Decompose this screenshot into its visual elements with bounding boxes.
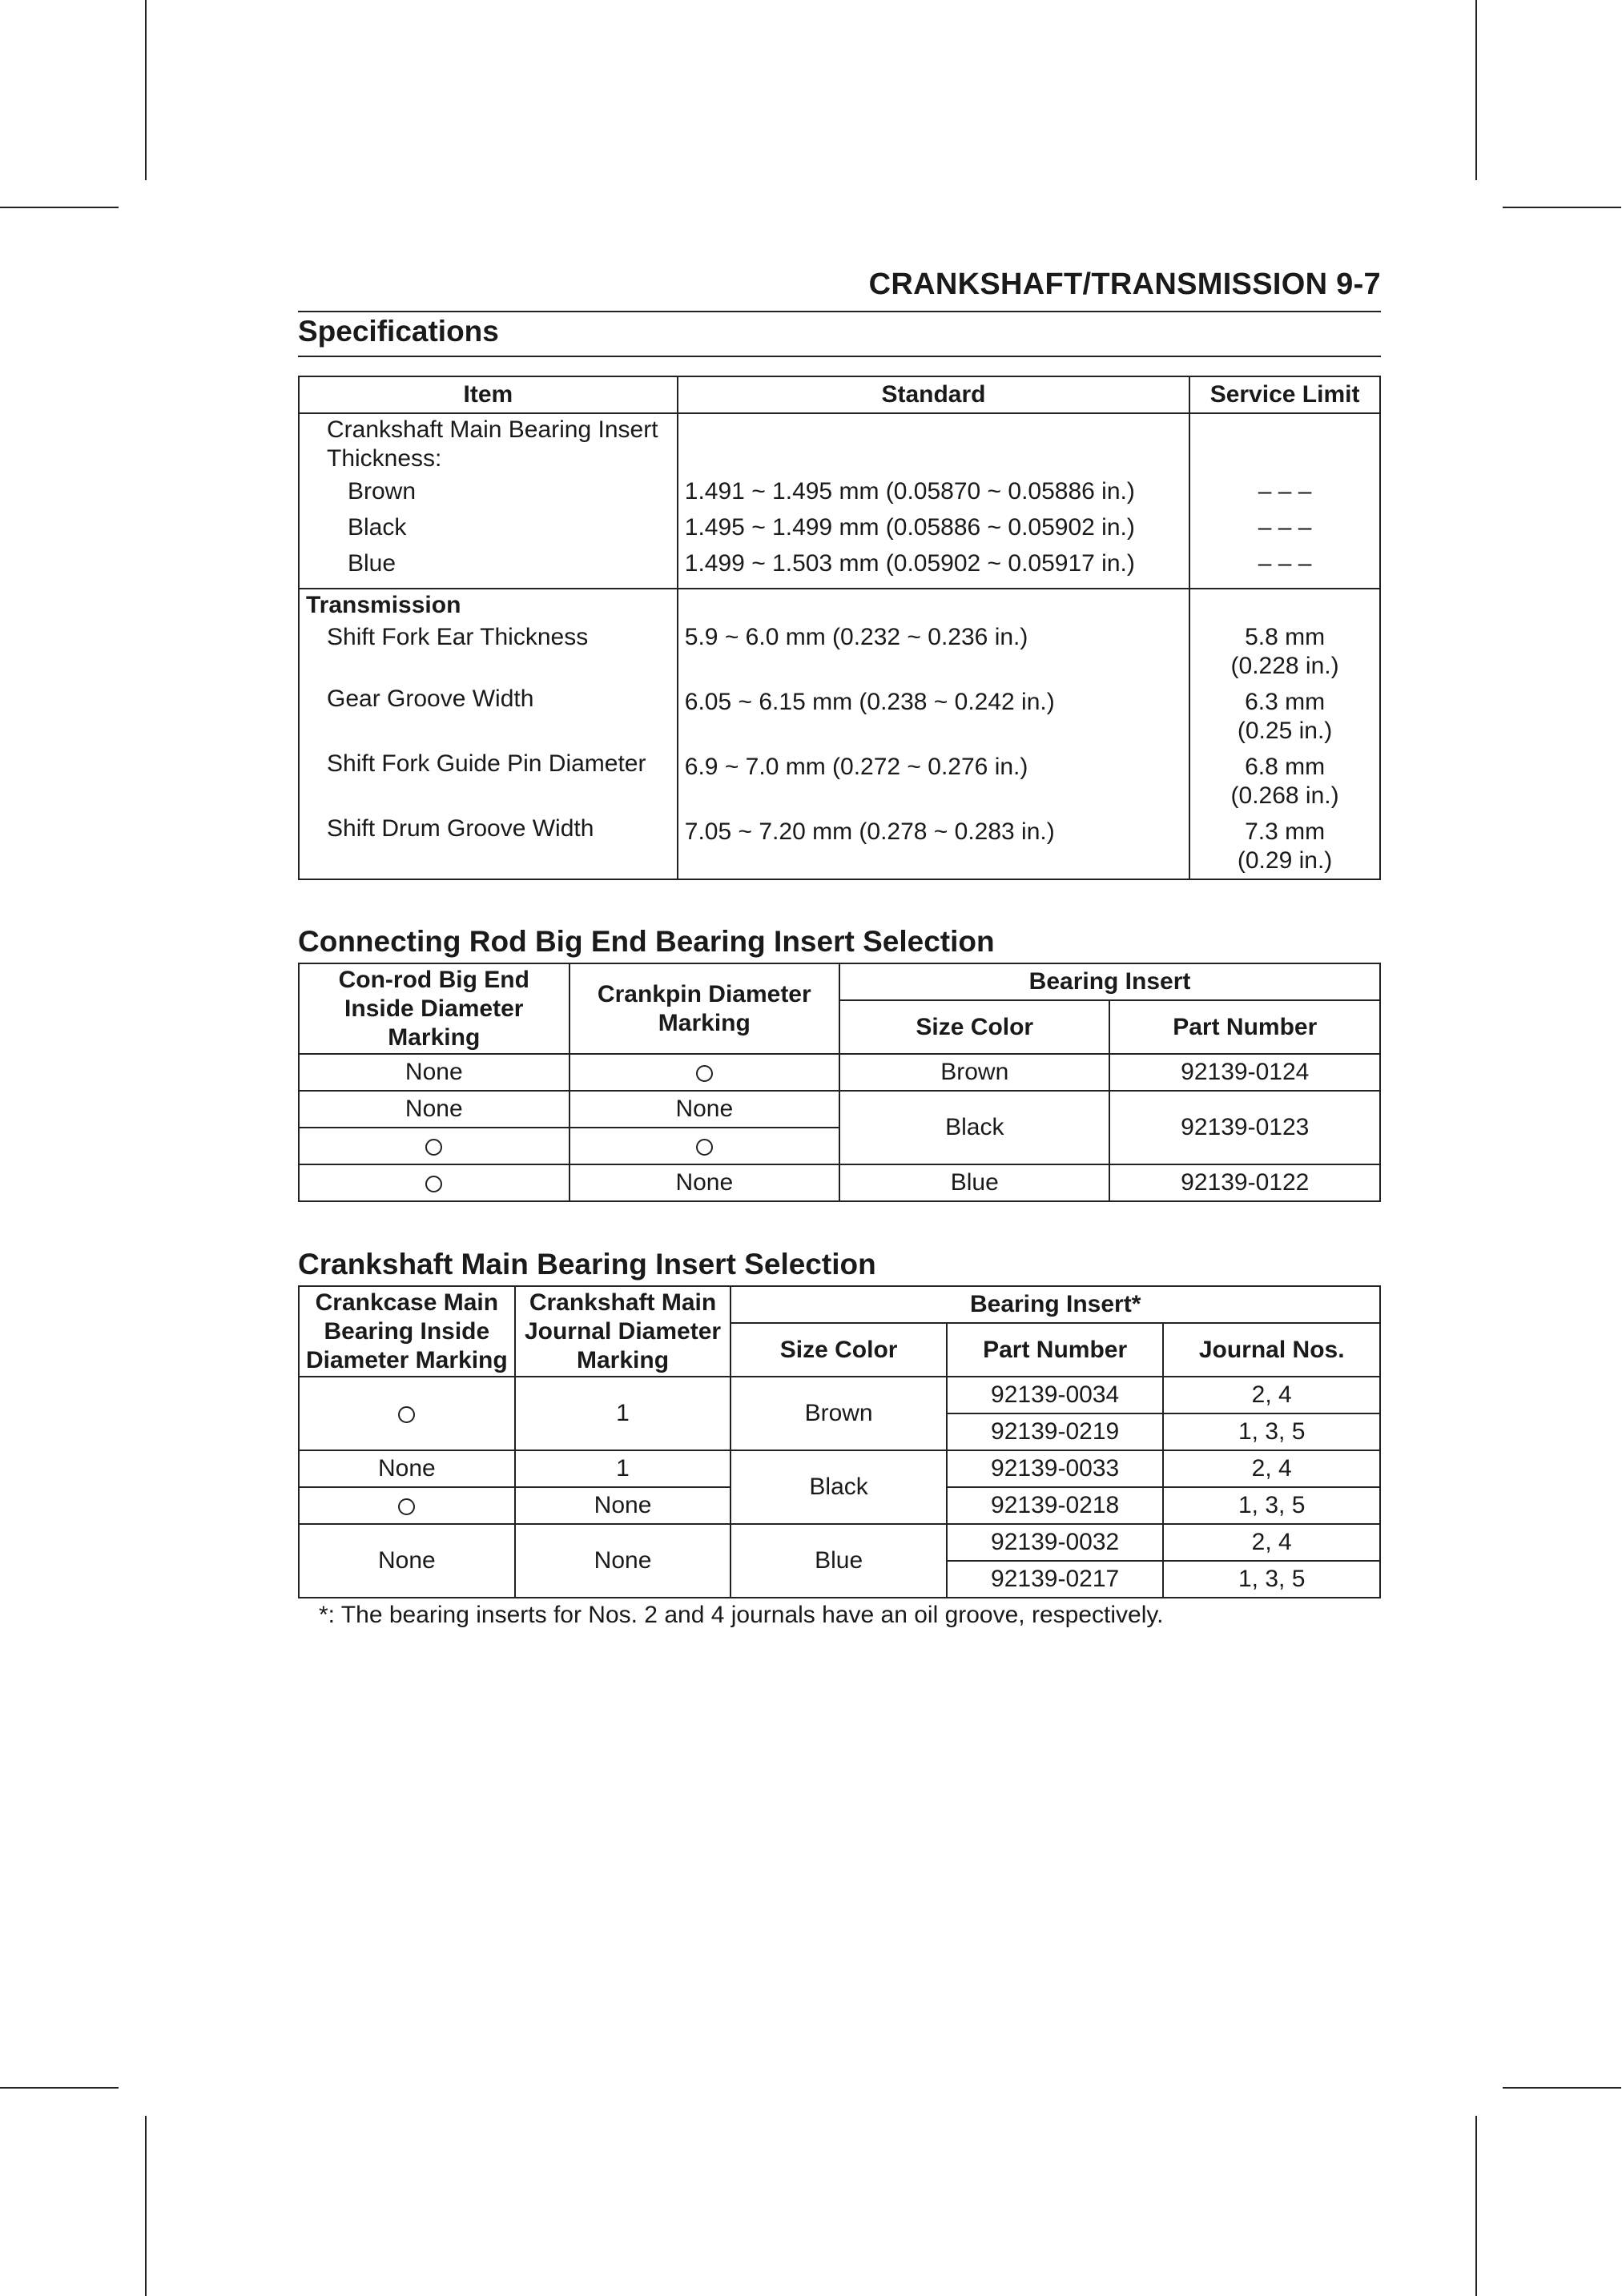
column-header-bearing-insert: Bearing Insert: [839, 963, 1380, 1000]
column-header-bearing-insert: Bearing Insert*: [731, 1286, 1380, 1323]
journal-nos: 1, 3, 5: [1163, 1487, 1380, 1524]
size-color: Black: [839, 1091, 1109, 1164]
item-cell: [299, 413, 678, 589]
header-rule: [298, 311, 1381, 312]
column-header-service-limit: Service Limit: [1189, 376, 1380, 413]
table-header-row: [299, 376, 1380, 413]
column-header-part-number: Part Number: [947, 1323, 1164, 1377]
conrod-marking: [299, 1164, 570, 1201]
journal-marking: None: [515, 1524, 731, 1598]
crop-mark: [0, 2087, 119, 2089]
limit-in: (0.228 in.): [1230, 653, 1339, 679]
crop-mark: [145, 0, 147, 180]
limit-cell: [1189, 589, 1380, 879]
crankpin-marking: None: [570, 1091, 840, 1128]
circle-mark-icon: [398, 1406, 415, 1423]
column-header-size-color: Size Color: [839, 1000, 1109, 1054]
standard-cell: [678, 589, 1189, 879]
crankcase-marking: [299, 1487, 515, 1524]
table-row: [299, 1054, 1380, 1091]
standard-value: 1.499 ~ 1.503 mm (0.05902 ~ 0.05917 in.): [684, 550, 1135, 577]
limit-in: (0.25 in.): [1237, 718, 1333, 744]
part-number: 92139-0218: [947, 1487, 1164, 1524]
table-row: [299, 1450, 1380, 1487]
limit-value: – – –: [1258, 478, 1312, 505]
specifications-table: [298, 376, 1381, 880]
title-rule: [298, 356, 1381, 357]
size-color: Blue: [731, 1524, 946, 1598]
table-row: [299, 589, 1380, 879]
item-label: Shift Drum Groove Width: [327, 815, 594, 842]
circle-mark-icon: [425, 1139, 442, 1156]
crop-mark: [1503, 207, 1621, 208]
journal-nos: 1, 3, 5: [1163, 1413, 1380, 1450]
table-row: [299, 1091, 1380, 1128]
journal-marking: 1: [515, 1450, 731, 1487]
size-color: Brown: [839, 1054, 1109, 1091]
column-header-journal-nos: Journal Nos.: [1163, 1323, 1380, 1377]
footnote: *: The bearing inserts for Nos. 2 and 4 journals have an oil groove, respectively.: [319, 1602, 1164, 1628]
standard-cell: [678, 413, 1189, 589]
item-label: Shift Fork Ear Thickness: [327, 624, 589, 650]
conrod-marking: [299, 1128, 570, 1164]
limit-value: [1190, 753, 1379, 818]
part-number: 92139-0219: [947, 1413, 1164, 1450]
column-header-crankpin-marking: Crankpin Diameter Marking: [570, 963, 840, 1054]
table-row: [299, 1377, 1380, 1413]
standard-value: 1.495 ~ 1.499 mm (0.05886 ~ 0.05902 in.): [684, 514, 1135, 541]
part-number: 92139-0032: [947, 1524, 1164, 1561]
crop-mark: [1475, 2116, 1477, 2296]
standard-value: 6.05 ~ 6.15 mm (0.238 ~ 0.242 in.): [684, 689, 1055, 715]
limit-value: [1190, 688, 1379, 753]
journal-marking: None: [515, 1487, 731, 1524]
item-label: Crankshaft Main Bearing Insert: [327, 416, 658, 443]
journal-marking: 1: [515, 1377, 731, 1450]
crankpin-marking: [570, 1054, 840, 1091]
conrod-marking: None: [299, 1091, 570, 1128]
item-label: Brown: [348, 478, 417, 505]
journal-nos: 2, 4: [1163, 1377, 1380, 1413]
conrod-marking: None: [299, 1054, 570, 1091]
circle-mark-icon: [425, 1176, 442, 1192]
conrod-selection-title: Connecting Rod Big End Bearing Insert Selection: [298, 925, 995, 958]
journal-nos: 2, 4: [1163, 1450, 1380, 1487]
crankcase-marking: [299, 1377, 515, 1450]
crop-mark: [1475, 0, 1477, 180]
standard-value: 1.491 ~ 1.495 mm (0.05870 ~ 0.05886 in.): [684, 478, 1135, 505]
item-label: Shift Fork Guide Pin Diameter: [327, 750, 646, 777]
limit-mm: 5.8 mm: [1245, 624, 1326, 650]
column-header-conrod-marking: Con-rod Big End Inside Diameter Marking: [299, 963, 570, 1054]
limit-mm: 7.3 mm: [1245, 818, 1326, 845]
specifications-title: Specifications: [298, 315, 499, 348]
standard-value: 5.9 ~ 6.0 mm (0.232 ~ 0.236 in.): [684, 624, 1028, 650]
journal-nos: 2, 4: [1163, 1524, 1380, 1561]
conrod-selection-table: [298, 963, 1381, 1202]
part-number: 92139-0122: [1109, 1164, 1380, 1201]
limit-in: (0.268 in.): [1230, 782, 1339, 809]
limit-cell: [1189, 413, 1380, 589]
part-number: 92139-0034: [947, 1377, 1164, 1413]
crop-mark: [145, 2116, 147, 2296]
table-row: [299, 1524, 1380, 1561]
running-head: CRANKSHAFT/TRANSMISSION 9-7: [868, 267, 1381, 301]
part-number: 92139-0033: [947, 1450, 1164, 1487]
limit-value: [1190, 623, 1379, 688]
column-header-size-color: Size Color: [731, 1323, 946, 1377]
item-label: Black: [348, 514, 407, 541]
crankcase-marking: None: [299, 1524, 515, 1598]
crankcase-marking: None: [299, 1450, 515, 1487]
item-cell: [299, 589, 678, 879]
part-number: 92139-0123: [1109, 1091, 1380, 1164]
item-label: Gear Groove Width: [327, 686, 534, 712]
part-number: 92139-0217: [947, 1561, 1164, 1598]
group-label: Transmission: [306, 592, 461, 618]
circle-mark-icon: [398, 1498, 415, 1515]
table-row: [299, 413, 1380, 589]
crop-mark: [0, 207, 119, 208]
main-bearing-selection-table: [298, 1285, 1381, 1598]
size-color: Brown: [731, 1377, 946, 1450]
standard-value: 6.9 ~ 7.0 mm (0.272 ~ 0.276 in.): [684, 754, 1028, 780]
circle-mark-icon: [696, 1139, 713, 1156]
item-label: Blue: [348, 550, 396, 577]
column-header-standard: Standard: [678, 376, 1189, 413]
limit-mm: 6.8 mm: [1245, 754, 1326, 780]
limit-value: [1190, 818, 1379, 879]
circle-mark-icon: [696, 1065, 713, 1082]
column-header-journal-marking: Crankshaft Main Journal Diameter Marking: [515, 1286, 731, 1377]
limit-value: – – –: [1258, 550, 1312, 577]
part-number: 92139-0124: [1109, 1054, 1380, 1091]
crankpin-marking: [570, 1128, 840, 1164]
standard-value: 7.05 ~ 7.20 mm (0.278 ~ 0.283 in.): [684, 818, 1055, 845]
column-header-crankcase-marking: Crankcase Main Bearing Inside Diameter Marking: [299, 1286, 515, 1377]
journal-nos: 1, 3, 5: [1163, 1561, 1380, 1598]
column-header-part-number: Part Number: [1109, 1000, 1380, 1054]
item-label: Thickness:: [327, 445, 442, 472]
size-color: Blue: [839, 1164, 1109, 1201]
limit-mm: 6.3 mm: [1245, 689, 1326, 715]
limit-in: (0.29 in.): [1237, 847, 1333, 874]
column-header-item: Item: [299, 376, 678, 413]
main-bearing-selection-title: Crankshaft Main Bearing Insert Selection: [298, 1248, 876, 1281]
size-color: Black: [731, 1450, 946, 1524]
crankpin-marking: None: [570, 1164, 840, 1201]
table-row: [299, 1164, 1380, 1201]
crop-mark: [1503, 2087, 1621, 2089]
limit-value: – – –: [1258, 514, 1312, 541]
